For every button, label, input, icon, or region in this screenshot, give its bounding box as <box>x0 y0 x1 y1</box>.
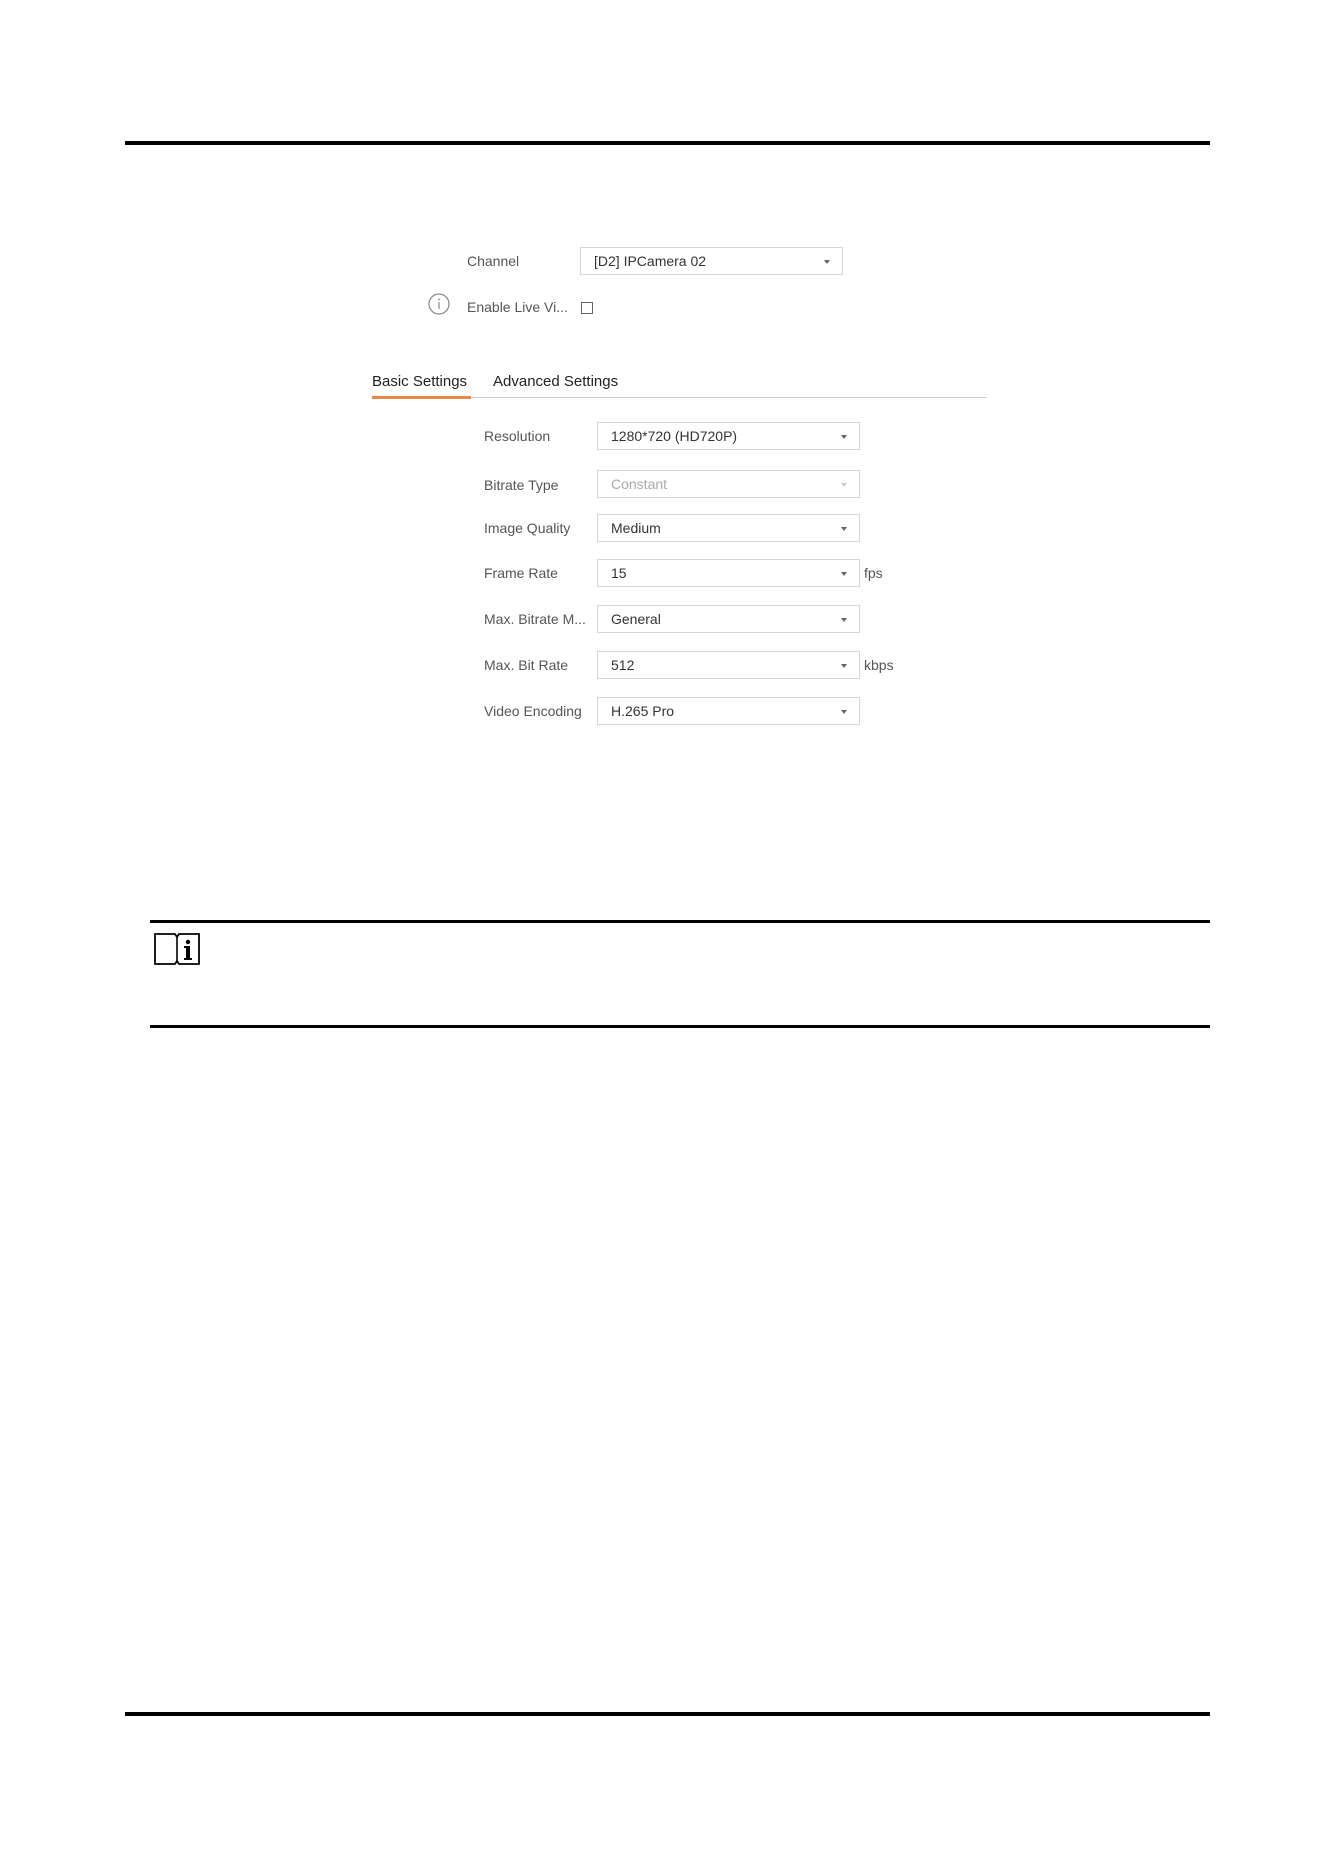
max-bitrate-mode-label: Max. Bitrate M... <box>484 611 586 627</box>
channel-label: Channel <box>467 253 520 269</box>
frame-rate-unit: fps <box>864 565 883 581</box>
image-quality-value: Medium <box>611 520 661 536</box>
bitrate-type-value: Constant <box>611 476 668 492</box>
resolution-value: 1280*720 (HD720P) <box>611 428 738 444</box>
chevron-down-icon <box>841 710 847 714</box>
footer-rule <box>125 1712 1210 1716</box>
max-bit-rate-value: 512 <box>611 657 635 673</box>
chevron-down-icon <box>841 527 847 531</box>
info-circle-icon[interactable] <box>428 293 450 315</box>
note-top-rule <box>150 920 1210 923</box>
bitrate-type-label: Bitrate Type <box>484 477 559 493</box>
video-encoding-label: Video Encoding <box>484 703 582 719</box>
channel-select-value: [D2] IPCamera 02 <box>594 253 707 269</box>
note-book-icon <box>153 930 201 966</box>
tab-advanced-settings[interactable]: Advanced Settings <box>493 373 619 390</box>
tab-basic-settings[interactable]: Basic Settings <box>372 373 468 390</box>
chevron-down-icon <box>841 483 847 487</box>
chevron-down-icon <box>841 618 847 622</box>
chevron-down-icon <box>824 260 830 264</box>
frame-rate-select[interactable] <box>597 559 860 587</box>
live-view-checkbox[interactable] <box>581 302 593 314</box>
max-bit-rate-select[interactable] <box>597 651 860 679</box>
bitrate-type-select <box>597 470 860 498</box>
chevron-down-icon <box>841 435 847 439</box>
video-encoding-select[interactable] <box>597 697 860 725</box>
image-quality-select[interactable] <box>597 514 860 542</box>
channel-select[interactable] <box>580 247 843 275</box>
chevron-down-icon <box>841 664 847 668</box>
header-rule <box>125 141 1210 145</box>
note-bottom-rule <box>150 1025 1210 1028</box>
resolution-label: Resolution <box>484 428 551 444</box>
video-encoding-value: H.265 Pro <box>611 703 675 719</box>
frame-rate-value: 15 <box>611 565 627 581</box>
max-bit-rate-label: Max. Bit Rate <box>484 657 569 673</box>
max-bit-rate-unit: kbps <box>864 657 894 673</box>
max-bitrate-mode-select[interactable] <box>597 605 860 633</box>
live-view-label: Enable Live Vi... <box>467 299 568 315</box>
resolution-select[interactable] <box>597 422 860 450</box>
chevron-down-icon <box>841 572 847 576</box>
image-quality-label: Image Quality <box>484 520 571 536</box>
active-tab-indicator <box>372 396 471 399</box>
max-bitrate-mode-value: General <box>611 611 661 627</box>
frame-rate-label: Frame Rate <box>484 565 558 581</box>
